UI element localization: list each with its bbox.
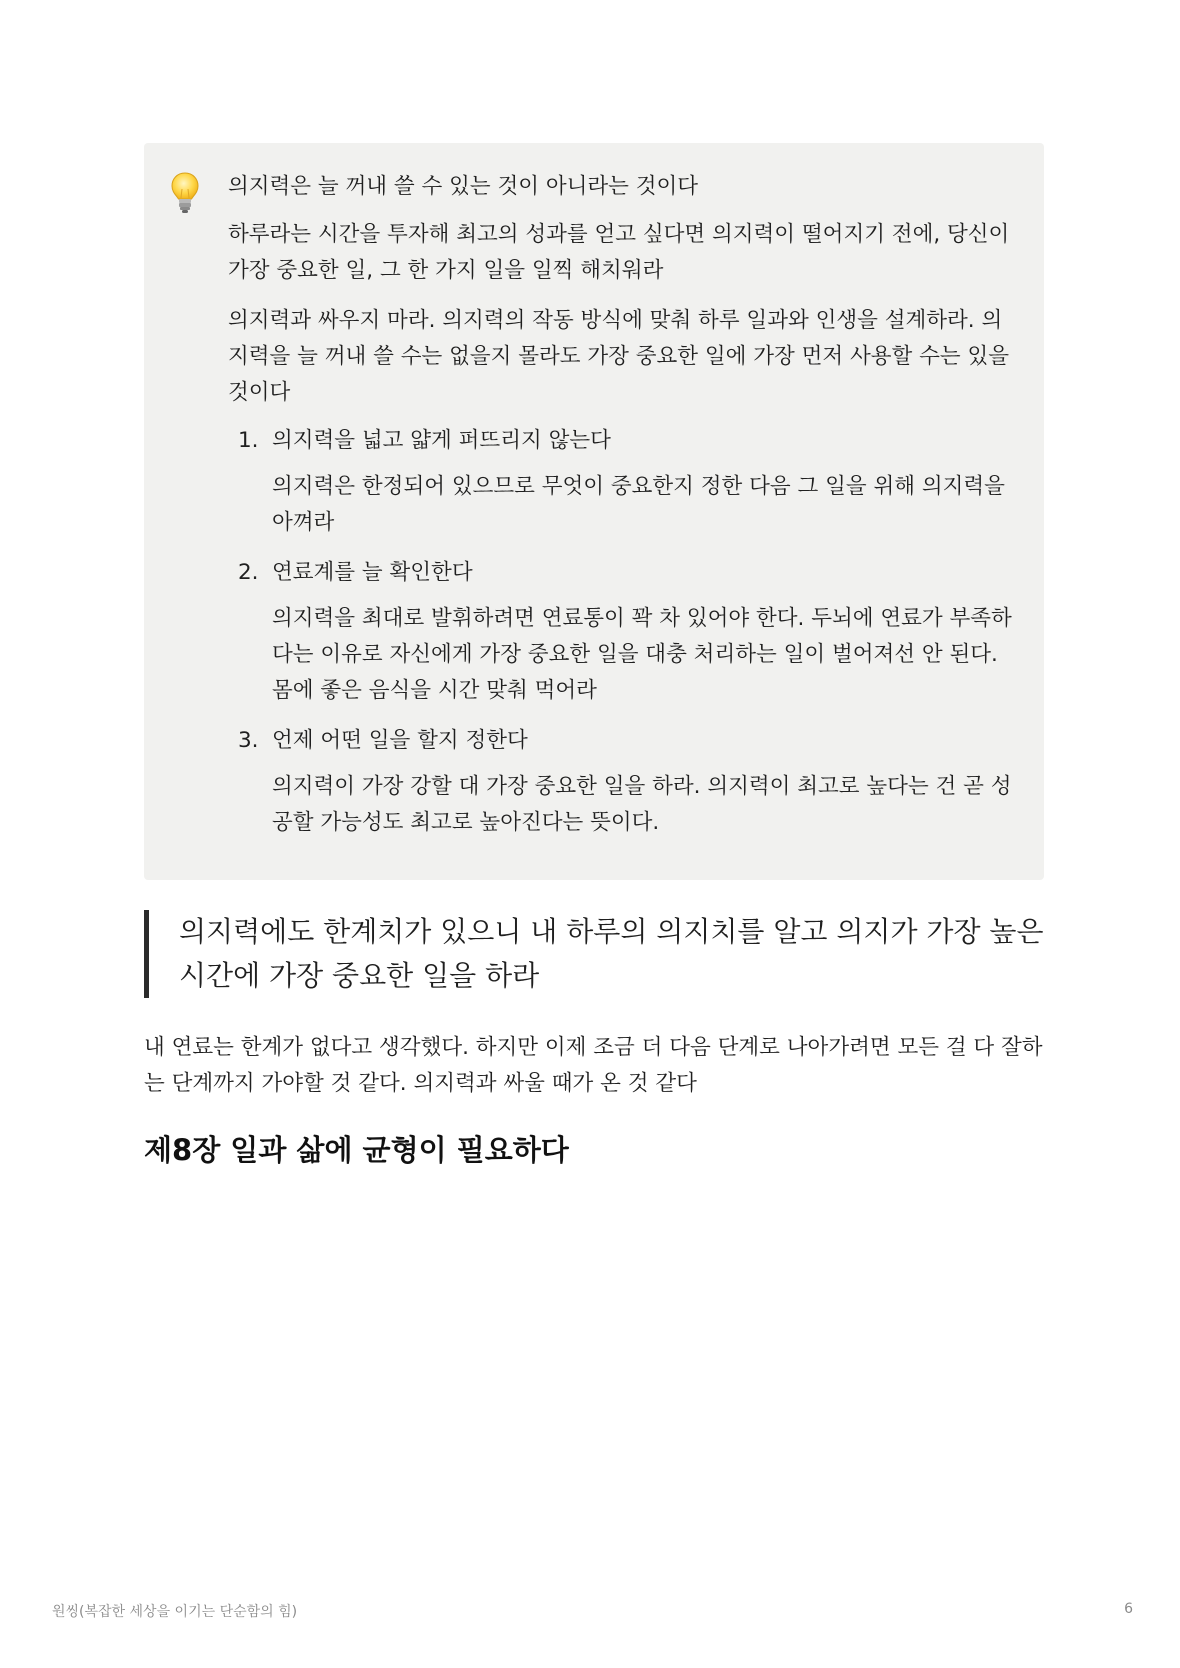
page-number: 6 (1124, 1601, 1133, 1617)
list-item (228, 555, 1018, 709)
list-item (228, 423, 1018, 541)
callout-paragraph: 하루라는 시간을 투자해 최고의 성과를 얻고 싶다면 의지력이 떨어지기 전에, 당신이 가장 중요한 일, 그 한 가지 일을 일찍 해치워라 (228, 222, 1010, 283)
list-item-title: 연료계를 늘 확인한다 (272, 560, 473, 585)
list-item-number: 2. (238, 560, 259, 585)
blockquote: 의지력에도 한계치가 있으니 내 하루의 의지치를 알고 의지가 가장 높은 시간에 가장 중요한 일을 하라 (144, 910, 1044, 998)
list-item-title: 언제 어떤 일을 할지 정한다 (272, 728, 528, 753)
numbered-list (228, 423, 1018, 841)
callout-paragraph: 의지력과 싸우지 마라. 의지력의 작동 방식에 맞춰 하루 일과와 인생을 설계하라. 의지력을 늘 꺼내 쓸 수는 없을지 몰라도 가장 중요한 일에 가장 먼저 사용할 수는 있을 것이다 (228, 308, 1010, 405)
section-heading: 제8장 일과 삶에 균형이 필요하다 (144, 1133, 569, 1167)
body-paragraph: 내 연료는 한계가 없다고 생각했다. 하지만 이제 조금 더 다음 단계로 나아가려면 모든 걸 다 잘하는 단계까지 가야할 것 같다. 의지력과 싸울 때가 온 것 같다 (144, 1035, 1043, 1096)
list-item-title: 의지력을 넓고 얇게 퍼뜨리지 않는다 (272, 428, 611, 453)
list-item-number: 1. (238, 428, 259, 453)
list-item-body: 의지력이 가장 강할 대 가장 중요한 일을 하라. 의지력이 최고로 높다는 건 곧 성공할 가능성도 최고로 높아진다는 뜻이다. (272, 774, 1012, 835)
lightbulb-icon (170, 171, 200, 215)
list-item (228, 723, 1018, 841)
footer-book-title: 원씽(복잡한 세상을 이기는 단순함의 힘) (52, 1604, 298, 1620)
callout-block (144, 143, 1044, 880)
callout-title: 의지력은 늘 꺼내 쓸 수 있는 것이 아니라는 것이다 (228, 174, 699, 199)
list-item-number: 3. (238, 728, 259, 753)
list-item-body: 의지력을 최대로 발휘하려면 연료통이 꽉 차 있어야 한다. 두뇌에 연료가 부족하다는 이유로 자신에게 가장 중요한 일을 대충 처리하는 일이 벌어져선 안 된다. 몸에 좋은 음식을 시간 맞춰 먹어라 (272, 606, 1012, 703)
list-item-body: 의지력은 한정되어 있으므로 무엇이 중요한지 정한 다음 그 일을 위해 의지력을 아껴라 (272, 474, 1005, 535)
